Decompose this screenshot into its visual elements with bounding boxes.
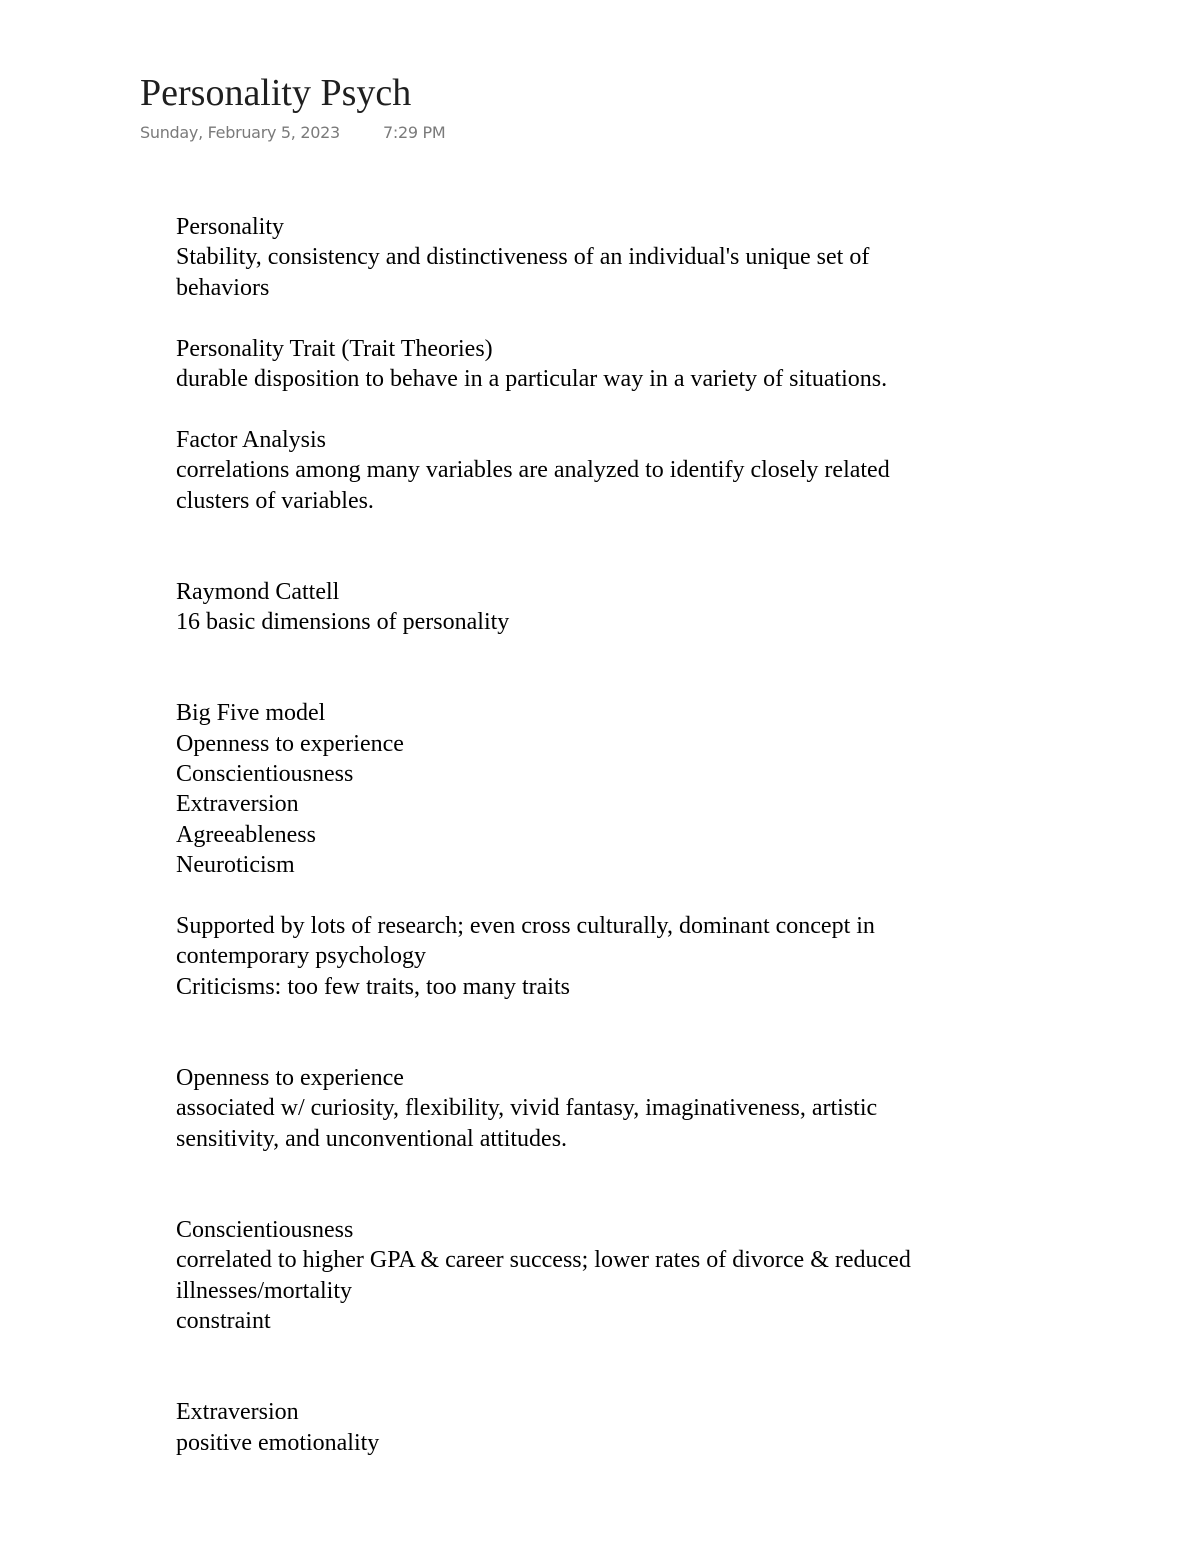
section-heading: Personality Trait (Trait Theories) [176, 335, 493, 362]
note-section-conscientiousness [176, 1215, 1056, 1337]
section-line: Criticisms: too few traits, too many traits [176, 973, 570, 1000]
section-line: durable disposition to behave in a particular way in a variety of situations. [176, 365, 888, 392]
list-item: Agreeableness [176, 821, 316, 848]
note-body [176, 212, 1056, 1458]
section-heading: Raymond Cattell [176, 578, 340, 605]
note-section-personality-trait [176, 334, 1056, 395]
section-line: constraint [176, 1308, 271, 1335]
section-heading: Openness to experience [176, 1064, 404, 1091]
list-item: Openness to experience [176, 730, 404, 757]
section-heading: Personality [176, 214, 284, 240]
page-title: Personality Psych [140, 72, 412, 114]
note-section-extraversion [176, 1397, 1056, 1458]
section-line: 16 basic dimensions of personality [176, 609, 510, 636]
section-heading: Big Five model [176, 700, 326, 727]
section-line: correlations among many variables are analyzed to identify closely related [176, 457, 890, 484]
list-item: Extraversion [176, 791, 299, 818]
list-item: Conscientiousness [176, 761, 354, 788]
note-section-openness [176, 1063, 1056, 1154]
section-heading: Factor Analysis [176, 426, 326, 453]
section-line: positive emotionality [176, 1429, 380, 1456]
section-line: sensitivity, and unconventional attitudes. [176, 1125, 568, 1152]
section-line: correlated to higher GPA & career success; lower rates of divorce & reduced [176, 1247, 911, 1274]
section-line: behaviors [176, 274, 270, 301]
note-section-support [176, 911, 1056, 1002]
section-heading: Extraversion [176, 1399, 299, 1426]
note-section-personality [176, 212, 1056, 303]
note-section-raymond-cattell [176, 577, 1056, 638]
note-section-factor-analysis [176, 425, 1056, 516]
list-item: Neuroticism [176, 852, 295, 879]
section-line: clusters of variables. [176, 487, 374, 514]
note-date: Sunday, February 5, 2023 [140, 123, 340, 142]
note-time: 7:29 PM [383, 123, 446, 142]
section-line: associated w/ curiosity, flexibility, vivid fantasy, imaginativeness, artistic [176, 1095, 878, 1122]
section-heading: Conscientiousness [176, 1216, 354, 1243]
section-line: illnesses/mortality [176, 1277, 352, 1304]
section-line: Stability, consistency and distinctiveness of an individual's unique set of [176, 244, 870, 271]
section-line: Supported by lots of research; even cross culturally, dominant concept in [176, 913, 875, 940]
section-line: contemporary psychology [176, 943, 426, 970]
note-section-big-five [176, 698, 1056, 880]
